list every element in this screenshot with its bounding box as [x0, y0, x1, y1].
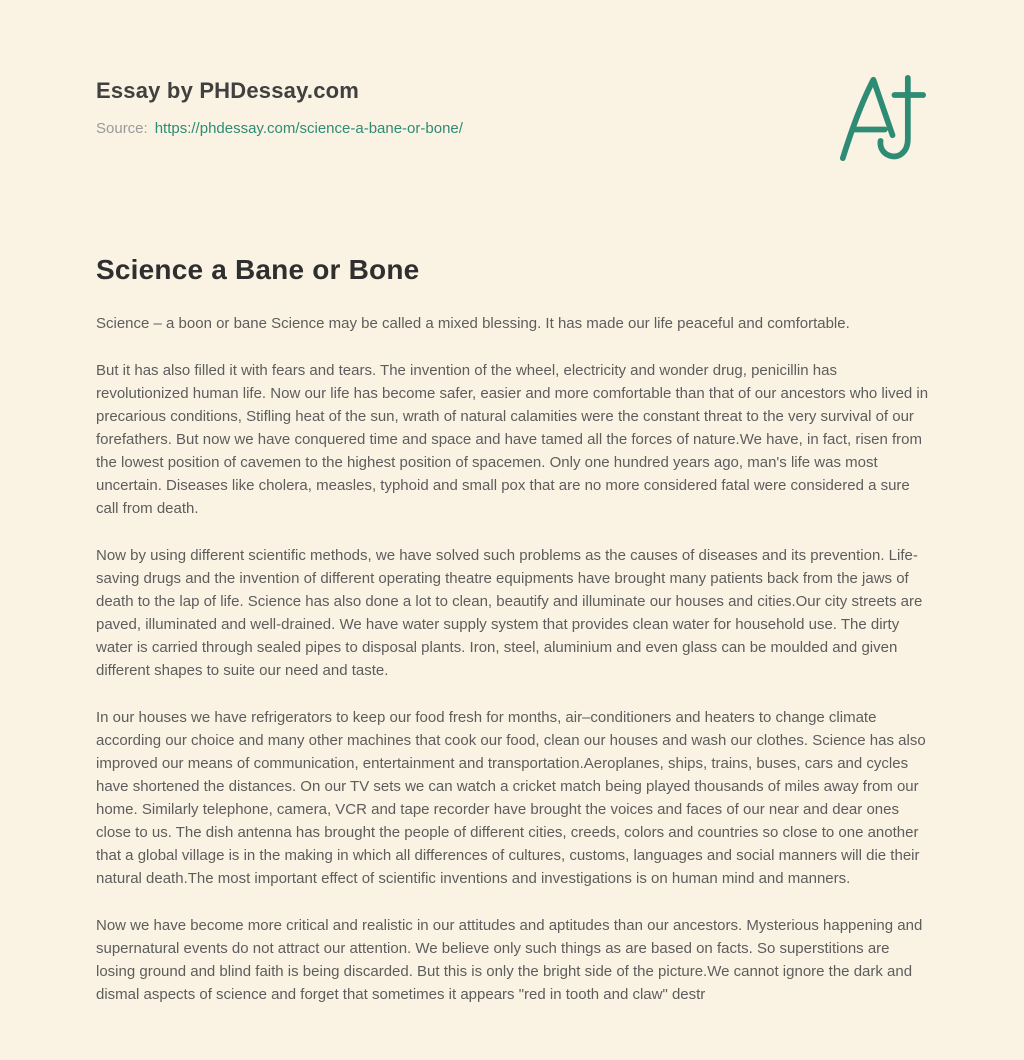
essay-paragraph-1: Science – a boon or bane Science may be called a mixed blessing. It has made our life peaceful and comfortable. — [96, 315, 850, 332]
a-plus-monogram-icon — [838, 72, 926, 164]
phdessay-logo — [838, 72, 926, 164]
source-link[interactable]: https://phdessay.com/science-a-bane-or-bone/ — [154, 120, 463, 137]
source-line — [96, 120, 463, 137]
essay-paragraph-5: Now we have become more critical and realistic in our attitudes and aptitudes than our ancestors. Mysterious happening and supernatural events do not attract our attention. We believe only such things as are based on facts. So superstitions are losing ground and blind faith is being discarded. But this is only the bright side of the picture.We cannot ignore the dark and dismal aspects of science and forget that sometimes it appears "red in tooth and claw" destr — [96, 917, 923, 1003]
essay-title: Science a Bane or Bone — [96, 254, 420, 285]
header-text-block — [96, 78, 463, 137]
essay-content — [96, 252, 930, 1006]
page-header-title: Essay by PHDessay.com — [96, 78, 360, 103]
essay-body — [96, 312, 930, 1006]
source-label: Source: — [96, 120, 148, 137]
essay-paragraph-3: Now by using different scientific methods, we have solved such problems as the causes of diseases and its prevention. Life-saving drugs and the invention of different operating theatre equipments have brought many patients back from the jaws of death to the lap of life. Science has also done a lot to clean, beautify and illuminate our houses and cities.Our city streets are paved, illuminated and well-drained. We have water supply system that provides clean water for household use. The dirty water is carried through sealed pipes to disposal plants. Iron, steel, aluminium and even glass can be moulded and given different shapes to suite our need and taste. — [96, 547, 923, 679]
essay-paragraph-2: But it has also filled it with fears and tears. The invention of the wheel, electricity and wonder drug, penicillin has revolutionized human life. Now our life has become safer, easier and more comfortable than that of our ancestors who lived in precarious conditions, Stifling heat of the sun, wrath of natural calamities were the constant threat to the very survival of our forefathers. But now we have conquered time and space and have tamed all the forces of nature.We have, in fact, risen from the lowest position of cavemen to the highest position of spacemen. Only one hundred years ago, man's life was most uncertain. Diseases like cholera, measles, typhoid and small pox that are no more considered fatal were considered a sure call from death. — [96, 362, 929, 517]
essay-paragraph-4: In our houses we have refrigerators to keep our food fresh for months, air–conditioners and heaters to change climate according our choice and many other machines that cook our food, clean our houses and wash our clothes. Science has also improved our means of communication, entertainment and transportation.Aeroplanes, ships, trains, buses, cars and cycles have shortened the distances. On our TV sets we can watch a cricket match being played thousands of miles away from our home. Similarly telephone, camera, VCR and tape recorder have brought the voices and faces of our near and dear ones close to us. The dish antenna has brought the people of different cities, creeds, colors and countries so close to one another that a global village is in the making in which all differences of cultures, customs, languages and social manners will die their natural death.The most important effect of scientific inventions and investigations is on human mind and manners. — [96, 709, 926, 887]
doc-header — [96, 78, 930, 164]
